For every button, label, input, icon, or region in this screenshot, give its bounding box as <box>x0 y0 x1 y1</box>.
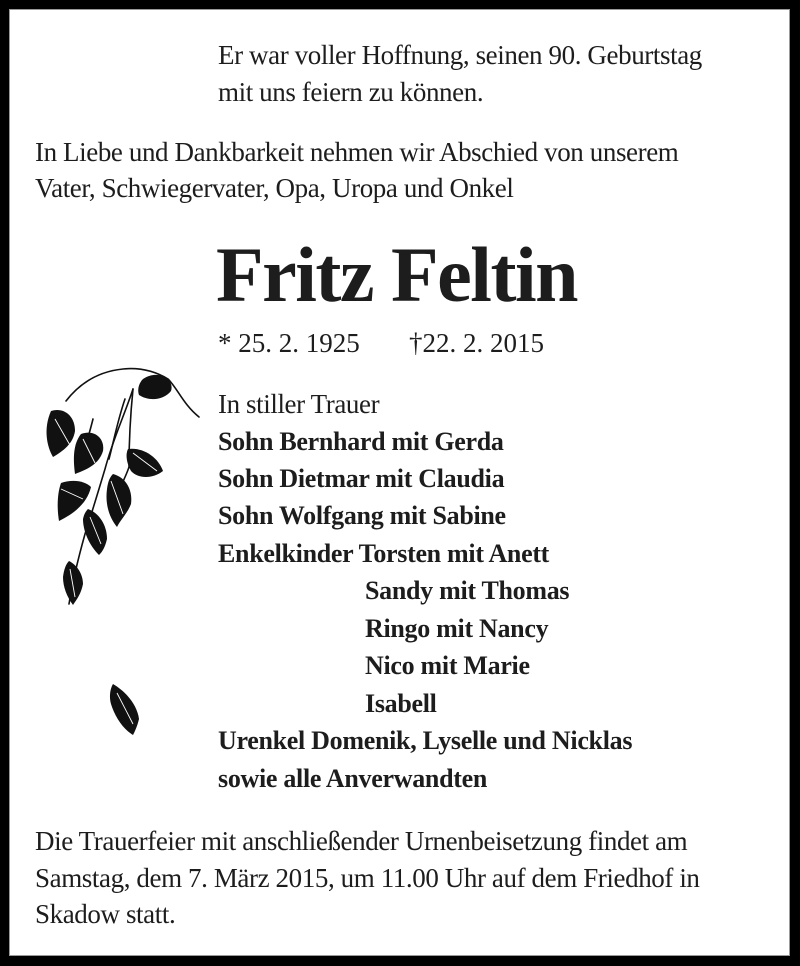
birth-star-icon: * <box>218 328 232 358</box>
mourner-line-indented: Sandy mit Thomas <box>365 576 570 605</box>
funeral-line-1: Die Trauerfeier mit anschließender Urnenbeisetzung findet am <box>35 826 688 856</box>
death-date <box>409 327 544 359</box>
quote-line-2: mit uns feiern zu können. <box>218 77 484 107</box>
mourner-line: Urenkel Domenik, Lyselle und Nicklas <box>218 726 633 755</box>
mourner-line: Sohn Wolfgang mit Sabine <box>218 501 506 530</box>
birch-branch-icon <box>33 359 203 749</box>
mourner-line: Sohn Bernhard mit Gerda <box>218 427 504 456</box>
intro-line-1: In Liebe und Dankbarkeit nehmen wir Abschied von unserem <box>35 137 679 167</box>
intro-line-2: Vater, Schwiegervater, Opa, Uropa und Onkel <box>35 173 514 203</box>
mourner-line: Sohn Dietmar mit Claudia <box>218 464 505 493</box>
mourner-line: sowie alle Anverwandten <box>218 764 487 793</box>
obituary-notice <box>9 9 790 956</box>
deceased-name: Fritz Feltin <box>216 231 577 318</box>
quote-line-1: Er war voller Hoffnung, seinen 90. Geburtstag <box>218 40 702 70</box>
mourner-line-indented: Nico mit Marie <box>365 651 530 680</box>
mourning-heading: In stiller Trauer <box>218 389 380 419</box>
death-cross-icon: † <box>409 328 423 358</box>
death-date-value: 22. 2. 2015 <box>422 328 544 358</box>
funeral-line-2: Samstag, dem 7. März 2015, um 11.00 Uhr auf dem Friedhof in <box>35 863 700 893</box>
mourner-line: Enkelkinder Torsten mit Anett <box>218 539 550 568</box>
birth-date-value: 25. 2. 1925 <box>238 328 360 358</box>
birth-date <box>218 327 360 359</box>
mourner-line-indented: Ringo mit Nancy <box>365 614 549 643</box>
mourner-line-indented: Isabell <box>365 689 437 718</box>
funeral-line-3: Skadow statt. <box>35 899 176 929</box>
